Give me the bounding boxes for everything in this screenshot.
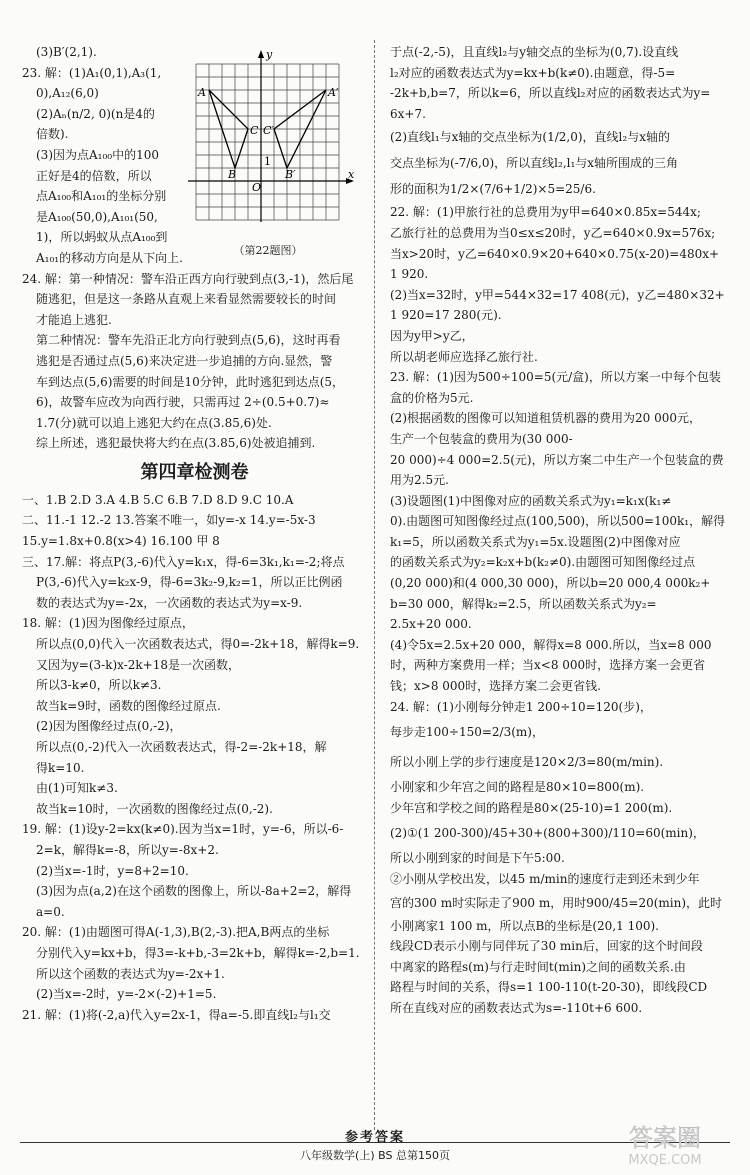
text-line: 1.7(分)就可以追上逃犯大约在点(3.85,6)处. bbox=[36, 415, 272, 430]
label-one: 1 bbox=[264, 155, 271, 168]
text-line: 21. 解：(1)将(-2,a)代入y=2x-1，得a=-5.即直线l₂与l₁交 bbox=[22, 1007, 331, 1022]
text-line: 小刚离家1 100 m，所以点B的坐标是(20,1 100). bbox=[390, 918, 659, 933]
text-line: 1 920=17 280(元). bbox=[390, 308, 502, 323]
text-line: (3)设题图(1)中图像对应的函数关系式为y₁=k₁x(k₁≠ bbox=[390, 493, 672, 508]
label-c: C bbox=[250, 124, 259, 137]
text-line: 二、11.-1 12.-2 13.答案不唯一，如y=-x 14.y=-5x-3 bbox=[22, 513, 316, 528]
text-line: (2)因为图像经过点(0,-2)， bbox=[36, 719, 182, 734]
text-line: (2)当x=-1时，y=8+2=10. bbox=[36, 863, 189, 878]
text-line: 0).由题图可知图像经过点(100,500)，所以500=100k₁，解得 bbox=[390, 514, 726, 529]
text-line: 分别代入y=kx+b，得3=-k+b,-3=2k+b，解得k=-2,b=1. bbox=[36, 945, 360, 960]
text-line: 0),A₁₂(6,0) bbox=[36, 86, 99, 101]
text-line: 路程与时间的关系，得s=1 100-110(t-20-30)，即线段CD bbox=[390, 980, 708, 995]
text-line: 才能追上逃犯. bbox=[36, 312, 112, 327]
label-b-prime: B′ bbox=[285, 168, 296, 181]
watermark-logo bbox=[590, 1118, 740, 1168]
text-line: 倍数). bbox=[36, 127, 69, 142]
text-line: (3)B′(2,1). bbox=[36, 45, 97, 59]
text-line: b=30 000，解得k₂=2.5，所以函数关系式为y₂= bbox=[390, 596, 657, 611]
text-line: 19. 解：(1)设y-2=kx(k≠0).因为当x=1时，y=-6，所以-6- bbox=[22, 822, 344, 837]
footer-meta: 八年级数学(上) BS 总第150页 bbox=[300, 1149, 450, 1162]
text-line: 23. 解：(1)A₁(0,1),A₃(1, bbox=[22, 65, 162, 80]
text-line: 20. 解：(1)由题图可得A(-1,3),B(2,-3).把A,B两点的坐标 bbox=[22, 925, 330, 940]
text-line: 宫的300 m时实际走了900 m，用时900/45=20(min)，此时 bbox=[390, 895, 723, 910]
left-top-block bbox=[22, 42, 182, 269]
text-line: 6)，故警车应改为向西行驶，只需再过 2÷(0.5+0.7)≈ bbox=[36, 395, 330, 410]
right-column bbox=[390, 42, 730, 1019]
footer-title: 参考答案 bbox=[344, 1130, 405, 1145]
text-line: 一、1.B 2.D 3.A 4.B 5.C 6.B 7.D 8.D 9.C 10.A bbox=[22, 492, 294, 507]
text-line: 用为2.5元. bbox=[390, 473, 449, 488]
text-line: 线段CD表示小刚与同伴玩了30 min后，回家的这个时间段 bbox=[390, 939, 703, 954]
coordinate-grid-figure bbox=[178, 50, 358, 240]
text-line: 于点(-2,-5)，且直线l₂与y轴交点的坐标为(0,7).设直线 bbox=[390, 45, 679, 59]
text-line: 综上所述，逃犯最快将大约在点(3.85,6)处被追捕到. bbox=[36, 436, 316, 451]
label-b: B bbox=[228, 168, 237, 181]
text-line: 2.5x+20 000. bbox=[390, 617, 472, 632]
text-line: (0,20 000)和(4 000,30 000)，所以b=20 000,4 000k₂+ bbox=[390, 576, 711, 591]
text-line: l₂对应的函数表达式为y=kx+b(k≠0).由题意，得-5= bbox=[390, 65, 676, 80]
text-line: 逃犯是否通过点(5,6)来决定进一步追捕的方向.显然，警 bbox=[36, 353, 333, 368]
text-line: k₁=5，所以函数关系式为y₁=5x.设题图(2)中图像对应 bbox=[390, 534, 681, 549]
text-line: 所以这个函数的表达式为y=-2x+1. bbox=[36, 966, 225, 981]
text-line: ②小刚从学校出发，以45 m/min的速度行走到还未到少年 bbox=[390, 872, 700, 886]
text-line: 生产一个包装盒的费用为(30 000- bbox=[390, 431, 573, 446]
text-line: (3)因为点A₁₀₀中的100 bbox=[36, 147, 160, 162]
text-line: 所以小刚到家的时间是下午5:00. bbox=[390, 851, 565, 866]
text-line: (2)当x=32时，y甲=544×32=17 408(元)，y乙=480×32+ bbox=[390, 287, 725, 302]
text-line: (2)当x=-2时，y=-2×(-2)+1=5. bbox=[36, 987, 217, 1002]
text-line: 20 000)÷4 000=2.5(元)，所以方案二中生产一个包装盒的费 bbox=[390, 452, 724, 467]
text-line: 数的表达式为y=-2x，一次函数的表达式为y=x-9. bbox=[36, 595, 303, 610]
text-line: (2)直线l₁与x轴的交点坐标为(1/2,0)，直线l₂与x轴的 bbox=[390, 130, 670, 145]
text-line: 三、17.解：将点P(3,-6)代入y=k₁x，得-6=3k₁,k₁=-2;将点 bbox=[22, 554, 345, 569]
text-line: 所以点(0,-2)代入一次函数表达式，得-2=-2k+18，解 bbox=[36, 740, 327, 754]
text-line: (4)令5x=2.5x+20 000，解得x=8 000.所以，当x=8 000 bbox=[390, 637, 712, 652]
text-line: -2k+b,b=7，所以k=6，所以直线l₂对应的函数表达式为y= bbox=[390, 86, 711, 101]
text-line: 2=k，解得k=-8，所以y=-8x+2. bbox=[36, 842, 219, 857]
text-line: 点A₁₀₀和A₁₀₁的坐标分别 bbox=[36, 189, 167, 204]
text-line: 少年宫和学校之间的路程是80×(25-10)=1 200(m). bbox=[390, 800, 673, 815]
text-line: 交点坐标为(-7/6,0)，所以直线l₂,l₁与x轴所围成的三角 bbox=[390, 156, 679, 171]
left-mid-block bbox=[22, 269, 367, 454]
text-line: 所以胡老师应选择乙旅行社. bbox=[390, 349, 538, 364]
text-line: 1)，所以蚂蚁从点A₁₀₀到 bbox=[36, 230, 168, 245]
text-line: 1 920. bbox=[390, 267, 429, 282]
text-line: 18. 解：(1)因为图像经过原点， bbox=[22, 616, 194, 631]
column-divider bbox=[374, 40, 375, 1130]
text-line: 故当k=10时，一次函数的图像经过点(0,-2). bbox=[36, 801, 273, 816]
text-line: 所在直线对应的函数表达式为s=-110t+6 600. bbox=[390, 1000, 643, 1015]
text-line: 中离家的路程s(m)与行走时间t(min)之间的函数关系.由 bbox=[390, 959, 686, 974]
text-line: 钱；x>8 000时，选择方案二会更省钱. bbox=[390, 679, 601, 694]
figure-caption: （第22题图） bbox=[233, 244, 303, 257]
text-line: 得k=10. bbox=[36, 760, 85, 775]
text-line: 所以点(0,0)代入一次函数表达式，得0=-2k+18，解得k=9. bbox=[36, 637, 360, 652]
text-line: 所以小刚上学的步行速度是120×2/3=80(m/min). bbox=[390, 755, 664, 770]
text-line: 由(1)可知k≠3. bbox=[36, 781, 118, 796]
figure-22 bbox=[178, 50, 358, 260]
text-line: 小刚家和少年宫之间的路程是80×10=800(m). bbox=[390, 780, 645, 795]
text-line: (2)根据函数的图像可以知道租赁机器的费用为20 000元， bbox=[390, 411, 701, 426]
label-a: A bbox=[198, 86, 206, 99]
label-origin: O bbox=[252, 181, 262, 194]
watermark-url: MXQE.COM bbox=[628, 1153, 702, 1168]
left-lower-block bbox=[22, 490, 367, 1025]
text-line: (2)①(1 200-300)/45+30+(800+300)/110=60(min)， bbox=[390, 826, 705, 841]
text-line: 24. 解：第一种情况：警车沿正西方向行驶到点(3,-1)，然后尾 bbox=[22, 271, 354, 286]
text-line: 每步走100÷150=2/3(m)， bbox=[390, 725, 544, 740]
text-line: 当x>20时，y乙=640×0.9×20+640×0.75(x-20)=480x+ bbox=[390, 246, 720, 261]
text-line: 形的面积为1/2×(7/6+1/2)×5=25/6. bbox=[390, 182, 596, 197]
text-line: 的函数关系式为y₂=k₂x+b(k₂≠0).由题图可知图像经过点 bbox=[390, 555, 696, 570]
label-c-prime: C′ bbox=[263, 124, 274, 137]
label-a-prime: A′ bbox=[328, 86, 339, 99]
label-y-axis: y bbox=[266, 50, 273, 61]
text-line: 6x+7. bbox=[390, 106, 426, 121]
text-line: 随逃犯，但是这一条路从直观上来看显然需要较长的时间 bbox=[36, 292, 337, 307]
text-line: 所以3-k≠0，所以k≠3. bbox=[36, 678, 162, 693]
text-line: 盒的价格为5元. bbox=[390, 390, 474, 405]
text-line: 又因为y=(3-k)x-2k+18是一次函数， bbox=[36, 657, 241, 672]
text-line: 因为y甲>y乙， bbox=[390, 328, 474, 343]
text-line: 22. 解：(1)甲旅行社的总费用为y甲=640×0.85x=544x; bbox=[390, 205, 701, 220]
text-line: (2)Aₙ(n/2, 0)(n是4的 bbox=[36, 106, 155, 121]
label-x-axis: x bbox=[348, 168, 355, 181]
text-line: A₁₀₁的移动方向是从下向上. bbox=[36, 250, 183, 265]
text-line: (3)因为点(a,2)在这个函数的图像上，所以-8a+2=2，解得 bbox=[36, 884, 352, 899]
text-line: 23. 解：(1)因为500÷100=5(元/盒)，所以方案一中每个包装 bbox=[390, 370, 721, 385]
text-line: 故当k=9时，函数的图像经过原点. bbox=[36, 698, 221, 713]
text-line: 15.y=1.8x+0.8(x>4) 16.100 甲 8 bbox=[22, 534, 220, 549]
text-line: 24. 解：(1)小刚每分钟走1 200÷10=120(步)， bbox=[390, 699, 652, 714]
text-line: 第二种情况：警车先沿正北方向行驶到点(5,6)，这时再看 bbox=[36, 333, 341, 348]
chapter-title: 第四章检测卷 bbox=[140, 461, 249, 483]
text-line: 时，两种方案费用一样；当x<8 000时，选择方案一会更省 bbox=[390, 658, 706, 673]
watermark-text: 答案圈 bbox=[629, 1124, 701, 1152]
text-line: 是A₁₀₀(50,0),A₁₀₁(50, bbox=[36, 209, 158, 224]
text-line: P(3,-6)代入y=k₂x-9，得-6=3k₂-9,k₂=1，所以正比例函 bbox=[36, 575, 343, 590]
text-line: 车到达点(5,6)需要的时间是10分钟，此时逃犯到达点(5， bbox=[36, 374, 345, 389]
text-line: 乙旅行社的总费用为当0≤x≤20时，y乙=640×0.9x=576x; bbox=[390, 225, 716, 240]
text-line: 正好是4的倍数，所以 bbox=[36, 168, 152, 183]
text-line: a=0. bbox=[36, 904, 65, 919]
